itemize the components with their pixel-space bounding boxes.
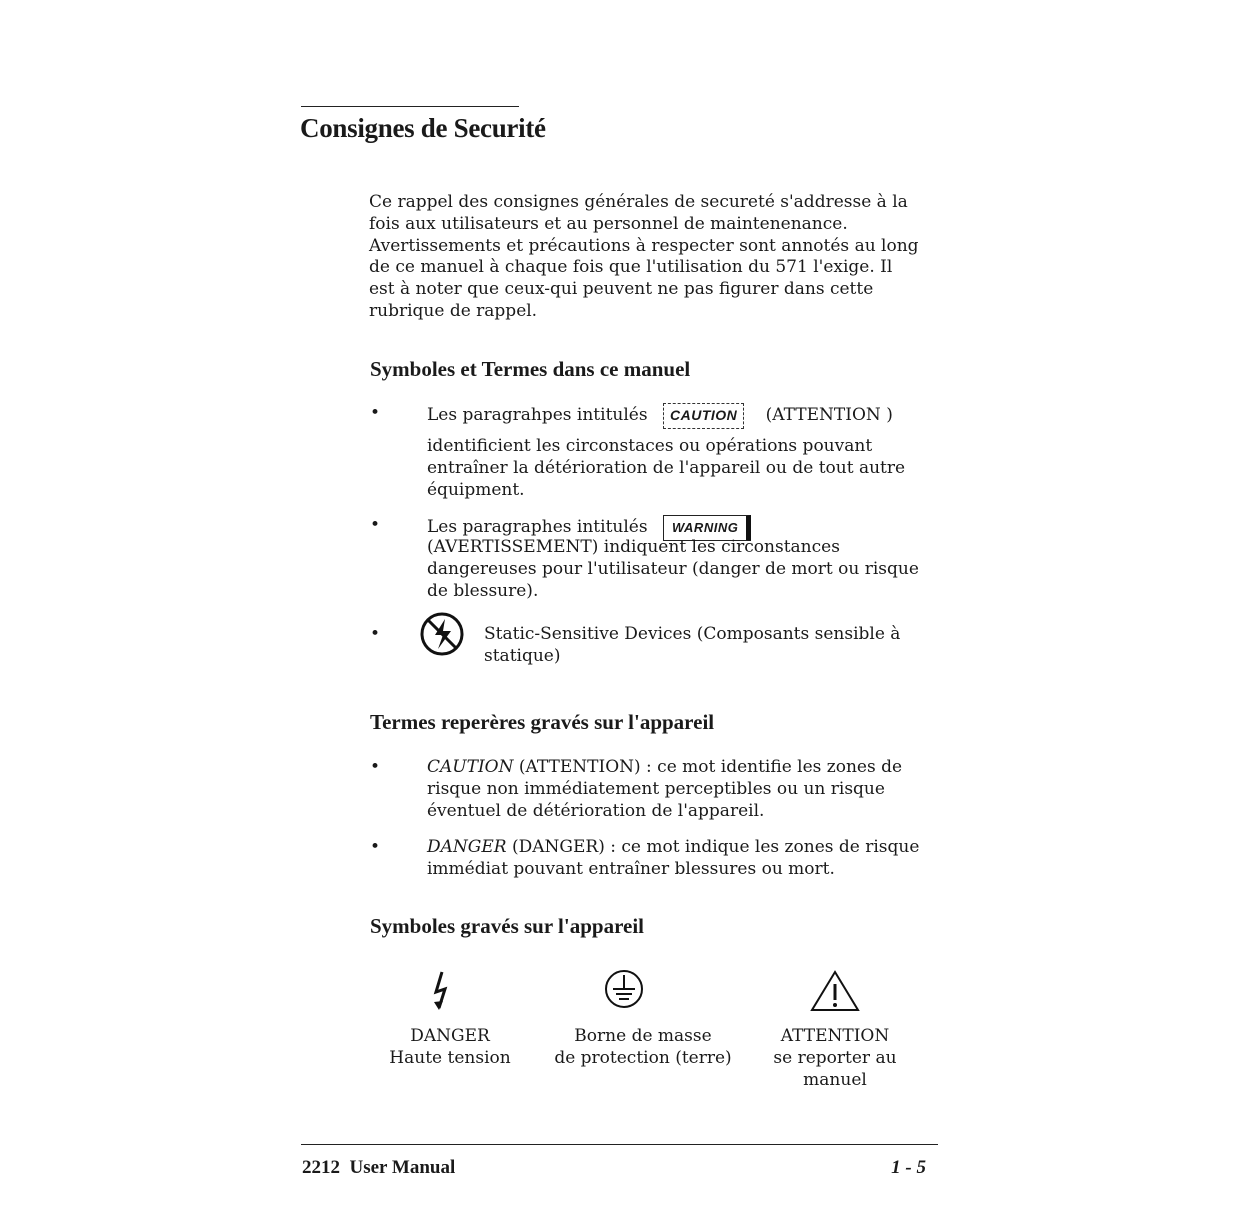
symbol-caption-line: ATTENTION: [780, 1026, 890, 1046]
symbol-caption-ground: [543, 1026, 743, 1070]
caution-item-firstline: [427, 403, 893, 429]
section-heading-engraved-terms: Termes reperères gravés sur l'appareil: [370, 710, 715, 734]
page-title: Consignes de Securité: [300, 113, 546, 143]
danger-term: DANGER: [427, 837, 507, 857]
warning-label-box: WARNING: [663, 515, 751, 541]
static-sensitive-icon: [418, 610, 468, 658]
bullet: •: [370, 403, 381, 423]
intro-line: Avertissements et précautions à respecter sont annotés au long: [369, 235, 919, 256]
page-number: 1 - 5: [891, 1157, 926, 1178]
protective-ground-icon: [602, 967, 646, 1011]
symbol-caption-line: DANGER: [410, 1026, 490, 1046]
caution-term-line: éventuel de détérioration de l'appareil.: [427, 800, 765, 821]
caution-term: CAUTION: [427, 757, 514, 777]
symbol-caption-line: de protection (terre): [554, 1047, 732, 1068]
caution-item-suffix: (ATTENTION ): [765, 405, 893, 425]
bullet: •: [370, 757, 381, 777]
symbol-caption-line: manuel: [803, 1069, 867, 1090]
symbol-caption-attention: [755, 1026, 915, 1091]
caution-item-line: équipment.: [427, 479, 525, 500]
static-item-line: statique): [484, 645, 561, 666]
caution-item-line: identificient les circonstaces ou opérations pouvant: [427, 436, 873, 456]
bullet: •: [370, 837, 381, 857]
bullet: •: [370, 624, 381, 644]
symbol-caption-line: Haute tension: [389, 1047, 511, 1068]
warning-item-line: (AVERTISSEMENT) indiquent les circonstances: [427, 537, 840, 557]
caution-item-line: entraîner la détérioration de l'appareil ou de tout autre: [427, 457, 906, 478]
title-rule: [301, 106, 519, 107]
caution-term-item: [427, 757, 927, 822]
symbol-caption-line: Borne de masse: [574, 1026, 712, 1046]
intro-line: fois aux utilisateurs et au personnel de maintenenance.: [369, 213, 848, 234]
warning-item-line: de blessure).: [427, 580, 539, 601]
static-item-line: Static-Sensitive Devices (Composants sensible à: [484, 624, 901, 644]
danger-term-firstline: (DANGER) : ce mot indique les zones de risque: [511, 837, 920, 857]
intro-line: Ce rappel des consignes générales de secureté s'addresse à la: [369, 192, 908, 212]
section-heading-engraved-symbols: Symboles gravés sur l'appareil: [370, 914, 644, 938]
section-heading-symbols-terms: Symboles et Termes dans ce manuel: [370, 357, 691, 381]
static-item-text: [484, 624, 924, 668]
high-voltage-icon: [428, 970, 458, 1012]
bullet: •: [370, 515, 381, 535]
attention-triangle-icon: [809, 969, 861, 1013]
intro-paragraph: [369, 192, 929, 323]
footer-manual-title: 2212 User Manual: [302, 1157, 456, 1178]
symbol-caption-line: se reporter au: [773, 1047, 897, 1068]
caution-item-text: [427, 436, 927, 501]
caution-item-prefix: Les paragrahpes intitulés: [427, 405, 648, 425]
caution-term-firstline: (ATTENTION) : ce mot identifie les zones de: [518, 757, 903, 777]
caution-label-box: CAUTION: [663, 403, 744, 429]
symbol-caption-danger: [370, 1026, 530, 1070]
warning-item-prefix: Les paragraphes intitulés: [427, 517, 648, 537]
intro-line: est à noter que ceux-qui peuvent ne pas figurer dans cette: [369, 279, 874, 300]
intro-line: de ce manuel à chaque fois que l'utilisation du 571 l'exige. Il: [369, 257, 893, 278]
footer-rule: [301, 1144, 938, 1145]
warning-item-text: [427, 537, 927, 602]
intro-line: rubrique de rappel.: [369, 300, 538, 321]
danger-term-item: [427, 837, 927, 881]
danger-term-line: immédiat pouvant entraîner blessures ou mort.: [427, 858, 835, 879]
warning-item-line: dangereuses pour l'utilisateur (danger de mort ou risque: [427, 558, 919, 579]
caution-term-line: risque non immédiatement perceptibles ou un risque: [427, 778, 885, 799]
